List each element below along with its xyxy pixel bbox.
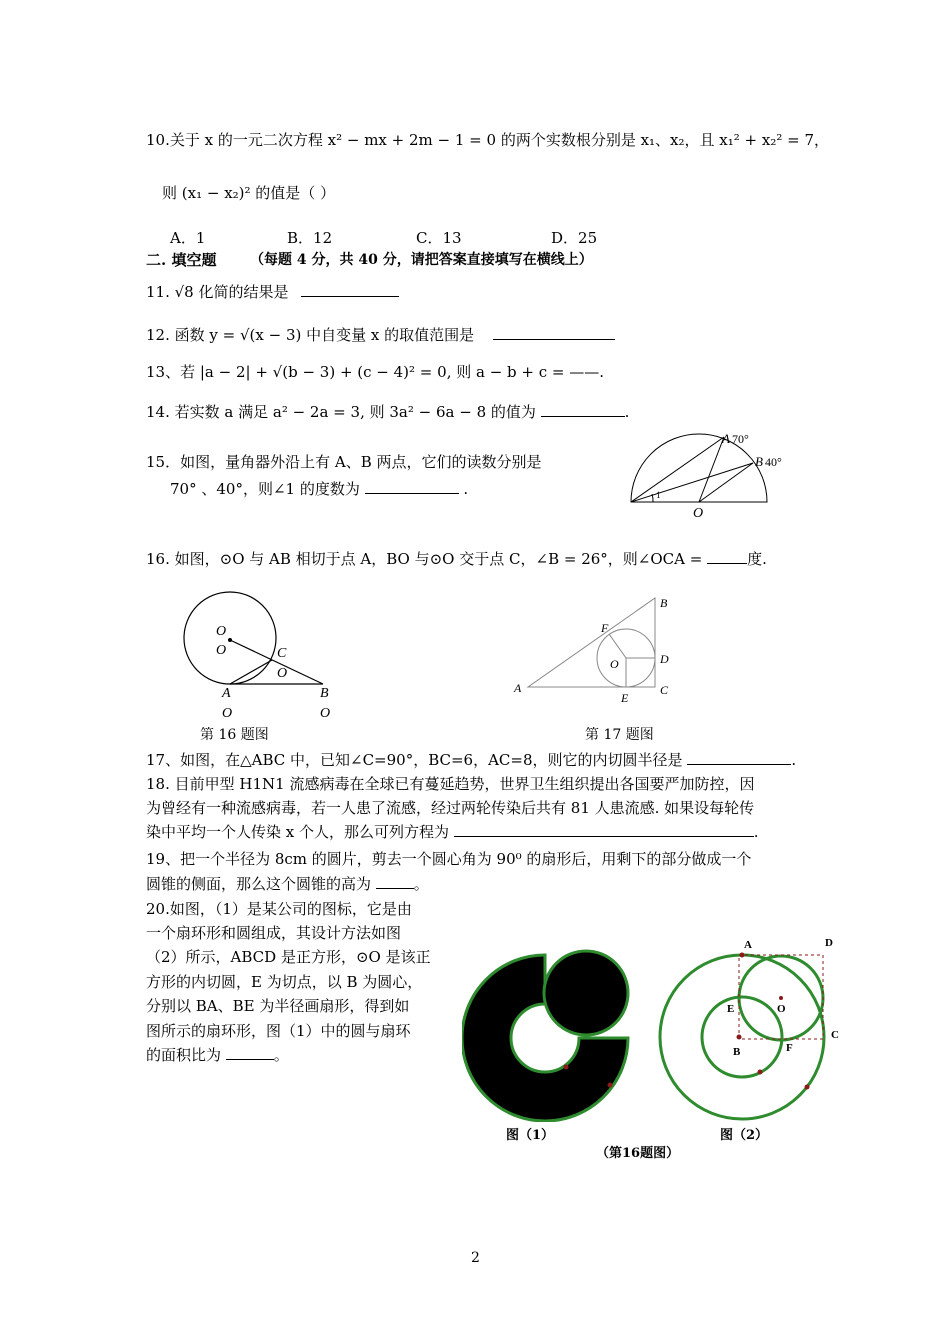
label-o: O: [610, 657, 619, 671]
q19-line2: 圆锥的侧面，那么这个圆锥的高为 。: [146, 875, 429, 893]
q10-option-a: A．1: [170, 229, 206, 247]
dot-arc-1: [758, 1070, 763, 1075]
label-o4: O: [222, 706, 233, 721]
q16-caption: 第 16 题图: [200, 727, 269, 743]
q20-answer-blank[interactable]: [226, 1045, 274, 1060]
q11-answer-blank[interactable]: [301, 282, 399, 297]
q17-text: 17、如图，在△ABC 中，已知∠C=90°，BC=6，AC=8，则它的内切圆半径是 .: [146, 751, 797, 769]
q12-answer-blank[interactable]: [493, 325, 615, 340]
q11-text: [146, 282, 399, 302]
dot-b: [737, 1035, 742, 1040]
label-o2: O: [216, 643, 227, 658]
dot-arc-2: [805, 1085, 810, 1090]
fig1-caption: 图（1）: [506, 1128, 555, 1143]
q15-line2: 70° 、40°，则∠1 的度数为 .: [170, 480, 469, 498]
q18-answer-blank[interactable]: [454, 822, 754, 837]
label-o: O: [777, 1003, 786, 1015]
label-a: A: [744, 939, 752, 951]
label-d: D: [660, 652, 669, 666]
label-a: A: [514, 681, 522, 695]
q15-answer-blank[interactable]: [365, 479, 459, 494]
label-b: B: [733, 1046, 741, 1058]
section-note: （每题 4 分，共 40 分，请把答案直接填写在横线上）: [250, 252, 593, 268]
ray-oa: [699, 437, 724, 502]
q20-stem: 的面积比为: [146, 1046, 222, 1064]
segment-ac: [230, 660, 272, 684]
label-a: A: [722, 431, 730, 446]
q18-line1: 18. 目前甲型 H1N1 流感病毒在全球已有蔓延趋势，世界卫生组织提出各国要严加防控，因: [146, 775, 755, 793]
q16-answer-blank[interactable]: [707, 549, 747, 564]
q20-line4: 方形的内切圆，E 为切点，以 B 为圆心，: [146, 973, 423, 991]
page-number: 2: [471, 1250, 480, 1266]
protractor-figure: [625, 428, 805, 523]
q13-text: 13、若 |a − 2| + √(b − 3) + (c − 4)² = 0, 则 a − b + c = ——.: [146, 363, 605, 381]
label-e: E: [621, 691, 629, 705]
q17-figure: [508, 590, 678, 710]
q10-line1: 10.关于 x 的一元二次方程 x² − mx + 2m − 1 = 0 的两个实数根分别是 x₁、x₂，且 x₁² + x₂² = 7，: [146, 131, 830, 149]
q18-line3: 染中平均一个人传染 x 个人，那么可列方程为 .: [146, 823, 759, 841]
angle-1-label: 1: [656, 490, 661, 500]
q12-text: [146, 325, 615, 345]
logo-figure: [462, 930, 637, 1122]
label-40: 40°: [765, 455, 782, 469]
q18-line2: 为曾经有一种流感病毒，若一人患了流感，经过两轮传染后共有 81 人患流感. 如果设每轮传: [146, 799, 755, 817]
triangle-abc: [528, 598, 655, 687]
label-o: O: [693, 506, 704, 521]
label-b: B: [320, 686, 329, 701]
q19-line1: 19、把一个半径为 8cm 的圆片，剪去一个圆心角为 90⁰ 的扇形后，用剩下的部分做成一个: [146, 850, 752, 868]
label-e: E: [727, 1003, 735, 1015]
label-o5: O: [320, 706, 331, 721]
radius-of: [609, 634, 626, 658]
point-dot-2: [608, 1083, 613, 1088]
q19-stem: 圆锥的侧面，那么这个圆锥的高为: [146, 875, 372, 893]
q20-figure-caption: （第16题图）: [596, 1146, 680, 1161]
q11-stem: 11. √8 化简的结果是: [146, 283, 289, 301]
label-b: B: [755, 454, 763, 469]
section-title: 二. 填空题: [146, 251, 217, 269]
q16-figure: [180, 590, 350, 725]
dot-a: [740, 953, 745, 958]
label-70: 70°: [732, 432, 749, 446]
q10-line2: 则 (x₁ − x₂)² 的值是（ ）: [162, 184, 336, 202]
ray-ob: [699, 463, 753, 502]
q20-line2: 一个扇环形和圆组成，其设计方法如图: [146, 924, 402, 942]
logo-circle: [544, 951, 628, 1035]
center-o-dot: [779, 996, 783, 1000]
q20-line1: 20.如图，（1）是某公司的图标，它是由: [146, 900, 412, 918]
q17-stem: 17、如图，在△ABC 中，已知∠C=90°，BC=6，AC=8，则它的内切圆半径是: [146, 751, 683, 769]
q17-answer-blank[interactable]: [687, 750, 791, 765]
q14-stem: 14. 若实数 a 满足 a² − 2a = 3, 则 3a² − 6a − 8 的值为: [146, 403, 536, 421]
q20-line3: （2）所示，ABCD 是正方形，⊙O 是该正: [146, 948, 431, 966]
label-c: C: [660, 683, 669, 697]
chord-b: [631, 463, 753, 502]
q19-answer-blank[interactable]: [376, 874, 414, 889]
chord-a: [631, 437, 724, 502]
q17-caption: 第 17 题图: [585, 727, 654, 743]
q12-stem: 12. 函数 y = √(x − 3) 中自变量 x 的取值范围是: [146, 326, 475, 344]
q20-line7: 的面积比为 。: [146, 1046, 289, 1064]
label-b: B: [660, 596, 668, 610]
label-f: F: [601, 621, 609, 635]
label-o3: O: [277, 666, 288, 681]
q16-stem: 16. 如图，⊙O 与 AB 相切于点 A，BO 与⊙O 交于点 C，∠B = 26°，则∠OCA =: [146, 550, 703, 568]
label-o1: O: [216, 624, 227, 639]
q10-option-d: D．25: [551, 229, 598, 247]
label-d: D: [825, 937, 833, 949]
fig2-caption: 图（2）: [720, 1128, 769, 1143]
center-dot: [228, 638, 232, 642]
q10-option-c: C．13: [416, 229, 462, 247]
q16-unit: 度.: [747, 550, 767, 568]
label-a: A: [222, 686, 231, 701]
q14-answer-blank[interactable]: [541, 402, 625, 417]
q18-stem: 染中平均一个人传染 x 个人，那么可列方程为: [146, 823, 449, 841]
q16-text: [146, 549, 767, 569]
label-f: F: [786, 1042, 793, 1054]
q15-line1: 15．如图，量角器外沿上有 A、B 两点，它们的读数分别是: [146, 453, 542, 471]
point-dot-1: [564, 1065, 569, 1070]
q14-text: 14. 若实数 a 满足 a² − 2a = 3, 则 3a² − 6a − 8 的值为 .: [146, 403, 630, 421]
label-c: C: [277, 646, 287, 661]
q20-line6: 图所示的扇环形，图（1）中的圆与扇环: [146, 1022, 411, 1040]
q10-option-b: B．12: [287, 229, 333, 247]
q20-line5: 分别以 BA、BE 为半径画扇形，得到如: [146, 997, 410, 1015]
q15-stem: 70° 、40°，则∠1 的度数为: [170, 480, 360, 498]
construction-figure: [655, 930, 845, 1122]
label-c: C: [831, 1029, 839, 1041]
